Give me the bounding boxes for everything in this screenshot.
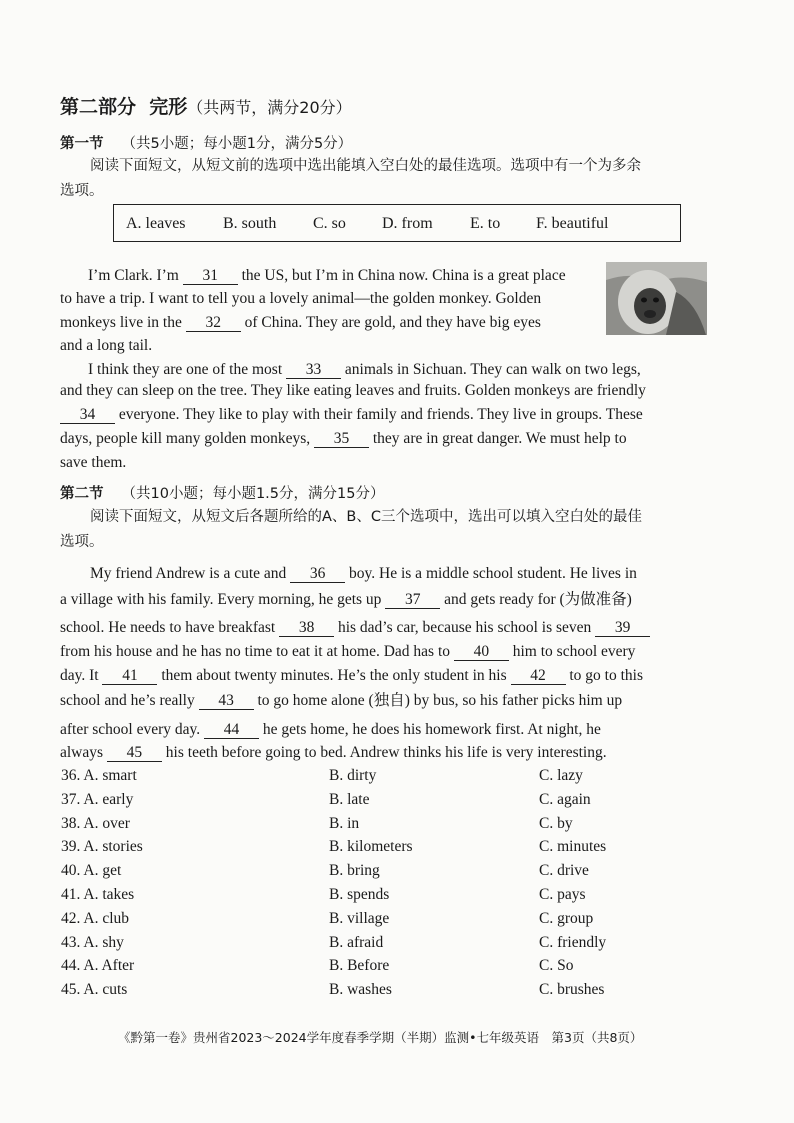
part-title: 第二部分 完形（共两节，满分20分） (60, 96, 352, 118)
question-option-c[interactable]: C. group (539, 909, 594, 927)
passage2-line: a village with his family. Every morning, he gets up 37 and gets ready for (为做准备) (60, 591, 632, 608)
question-option-b[interactable]: B. bring (329, 862, 380, 880)
blank-32[interactable]: 32 (186, 314, 241, 332)
section1-heading: 第一节 （共5小题；每小题1分，满分5分） (60, 136, 353, 152)
question-option-a[interactable]: 40. A. get (61, 862, 122, 880)
page-footer: 《黔第一卷》贵州省2023～2024学年度春季学期（半期）监测•七年级英语 第3页（共8页） (118, 1030, 643, 1045)
blank-37[interactable]: 37 (385, 591, 440, 609)
question-option-a[interactable]: 39. A. stories (61, 838, 143, 856)
question-option-b[interactable]: B. dirty (329, 767, 377, 784)
question-option-a[interactable]: 36. A. smart (61, 767, 137, 784)
question-option-b[interactable]: B. village (329, 909, 390, 927)
option-c: C. so (313, 215, 346, 232)
passage1-line: days, people kill many golden monkeys, 35 they are in great danger. We must help to (60, 430, 627, 447)
question-option-c[interactable]: C. lazy (539, 767, 583, 784)
question-option-a[interactable]: 42. A. club (61, 909, 130, 927)
blank-40[interactable]: 40 (454, 643, 509, 661)
blank-43[interactable]: 43 (199, 692, 254, 710)
blank-33[interactable]: 33 (286, 361, 341, 379)
passage2-line: school. He needs to have breakfast 38 his dad’s car, because his school is seven 39 (60, 618, 650, 638)
question-option-b[interactable]: B. Before (329, 957, 390, 975)
section2-instructions: 阅读下面短文，从短文后各题所给的A、B、C三个选项中，选出可以填入空白处的最佳 选项。 (60, 509, 642, 550)
section1-instructions: 阅读下面短文，从短文前的选项中选出能填入空白处的最佳选项。选项中有一个为多余 选项。 (60, 158, 641, 199)
blank-36[interactable]: 36 (290, 565, 345, 583)
question-option-c[interactable]: C. drive (539, 862, 589, 880)
blank-41[interactable]: 41 (102, 667, 157, 685)
blank-38[interactable]: 38 (279, 619, 334, 637)
question-option-c[interactable]: C. minutes (539, 838, 607, 856)
passage1-line: I’m Clark. I’m 31 the US, but I’m in China now. China is a great place (88, 267, 566, 284)
passage2-line: school and he’s really 43 to go home alone (独自) by bus, so his father picks him up (60, 692, 623, 709)
passage1-line: to have a trip. I want to tell you a lovely animal—the golden monkey. Golden (60, 290, 542, 307)
question-option-a[interactable]: 37. A. early (61, 790, 134, 808)
passage1-line: I think they are one of the most 33 animals in Sichuan. They can walk on two legs, (88, 361, 641, 378)
blank-35[interactable]: 35 (314, 430, 369, 448)
question-option-a[interactable]: 45. A. cuts (61, 981, 128, 999)
passage1-line: and a long tail. (60, 337, 153, 354)
blank-34[interactable]: 34 (60, 406, 115, 424)
monkey-image (606, 262, 707, 335)
question-option-a[interactable]: 43. A. shy (61, 933, 124, 951)
question-option-c[interactable]: C. brushes (539, 981, 605, 999)
question-option-b[interactable]: B. afraid (329, 933, 384, 951)
question-option-b[interactable]: B. in (329, 814, 360, 832)
passage1-line: monkeys live in the 32 of China. They are gold, and they have big eyes (60, 314, 541, 331)
question-option-b[interactable]: B. washes (329, 981, 392, 999)
blank-39[interactable]: 39 (595, 619, 650, 637)
question-option-a[interactable]: 41. A. takes (61, 886, 135, 903)
question-option-c[interactable]: C. by (539, 814, 573, 832)
option-f: F. beautiful (536, 215, 609, 232)
passage1-line: save them. (60, 454, 127, 471)
option-a: A. leaves (126, 215, 186, 232)
question-option-b[interactable]: B. kilometers (329, 838, 413, 856)
blank-45[interactable]: 45 (107, 744, 162, 762)
blank-42[interactable]: 42 (511, 667, 566, 685)
blank-44[interactable]: 44 (204, 721, 259, 739)
question-option-c[interactable]: C. pays (539, 886, 586, 903)
blank-31[interactable]: 31 (183, 267, 238, 285)
golden-monkey-photo (606, 262, 707, 335)
question-option-b[interactable]: B. spends (329, 886, 390, 903)
passage2-line: from his house and he has no time to eat it at home. Dad has to 40 him to school every (60, 643, 636, 660)
question-option-a[interactable]: 44. A. After (61, 957, 135, 975)
question-option-c[interactable]: C. friendly (539, 933, 607, 951)
passage1-line: 34 everyone. They like to play with their family and friends. They live in groups. These (60, 405, 643, 425)
option-e: E. to (470, 215, 501, 232)
passage2-line: after school every day. 44 he gets home, he does his homework first. At night, he (60, 721, 601, 738)
passage2-line: day. It 41 them about twenty minutes. He’s the only student in his 42 to go to this (60, 667, 644, 684)
passage1-line: and they can sleep on the tree. They like eating leaves and fruits. Golden monkeys are friendly (60, 382, 646, 399)
section2-heading: 第二节 （共10小题；每小题1.5分，满分15分） (60, 486, 385, 502)
passage2-line: always 45 his teeth before going to bed. Andrew thinks his life is very interesting. (60, 744, 607, 761)
option-box (113, 204, 681, 242)
question-option-c[interactable]: C. again (539, 790, 591, 808)
option-d: D. from (382, 215, 433, 232)
option-b: B. south (223, 215, 277, 232)
question-option-c[interactable]: C. So (539, 957, 574, 975)
question-option-b[interactable]: B. late (329, 790, 370, 808)
question-option-a[interactable]: 38. A. over (61, 814, 130, 832)
passage2-line: My friend Andrew is a cute and 36 boy. He is a middle school student. He lives in (90, 565, 637, 582)
